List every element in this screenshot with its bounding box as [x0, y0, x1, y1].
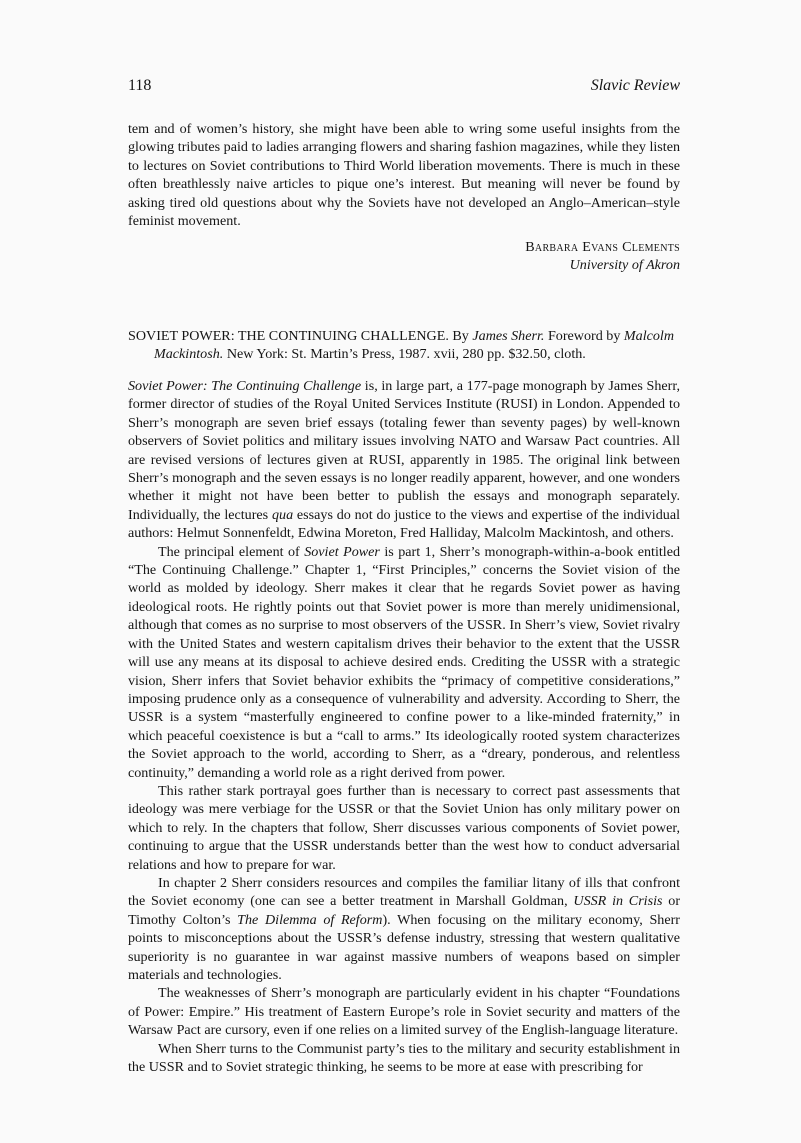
journal-title: Slavic Review — [590, 77, 680, 94]
review-paragraph-5: The weaknesses of Sherr’s monograph are particularly evident in his chapter “Foundations of Power: Empire.” His treatment of Eastern Europe’s role in Soviet security and matters of the Warsaw Pact are cursory, even if one relies on a limited survey of the English-language literature. — [128, 985, 680, 1039]
foreword-author: Malcolm Mackintosh. — [154, 328, 675, 363]
reviewer-affiliation: University of Akron — [569, 257, 680, 274]
page-number: 118 — [128, 77, 152, 94]
review-paragraph-6: When Sherr turns to the Communist party’s ties to the military and security establishment in the USSR and to Soviet strategic thinking, he seems to be more at ease with prescribing for — [128, 1040, 680, 1076]
review-paragraph-2: The principal element of Soviet Power is part 1, Sherr’s monograph-within-a-book entitled “The Continuing Challenge.” Chapter 1, “First Principles,” concerns the Soviet vision of the world as molded by ideology. Sherr makes it clear that he regards Soviet power as having ideological roots. He rightly points out that Soviet power is more than merely unidimensional, although that comes as no surprise to most observers of the USSR. In Sherr’s view, Soviet rivalry with the United States and western capitalism drives their behavior to the extent that the USSR will use any means at its disposal to achieve desired ends. Crediting the USSR with a strategic vision, Sherr infers that Soviet behavior exhibits the “primacy of competitive considerations,” imposing prudence only as a consequence of vulnerability and adversity. According to Sherr, the USSR is a system “masterfully engineered to confine power to a like-minded fraternity,” in which peaceful coexistence is but a “call to arms.” Its ideologically rooted system characterizes the Soviet approach to the world, according to Sherr, as a “dreary, ponderous, and relentless continuity,” demanding a world role as a right derived from power. — [128, 543, 680, 781]
review-body — [128, 377, 680, 1076]
previous-review-ending — [128, 120, 680, 230]
previous-review-paragraph: tem and of women’s history, she might have been able to wring some useful insights from the glowing tributes paid to ladies arranging flowers and sharing fashion magazines, while they listen to lectures on Soviet contributions to Third World liberation movements. There is much in these often breathlessly naive articles to pique one’s interest. But meaning will never be found by asking tired old questions about why the Soviets have not developed an Anglo–American–style feminist movement. — [128, 121, 680, 230]
reviewer-signature — [128, 238, 680, 275]
running-head — [128, 76, 680, 96]
citation-by: By — [452, 328, 469, 344]
citation-foreword-by: Foreword by — [547, 328, 621, 344]
review-paragraph-3: This rather stark portrayal goes further than is necessary to correct past assessments that ideology was mere verbiage for the USSR or that the Soviet Union has only military power on which to rely. In the chapters that follow, Sherr discusses various components of Soviet power, continuing to argue that the USSR understands better than the west how to conduct adversarial relations and how to prepare for war. — [128, 782, 680, 873]
reviewer-name: Barbara Evans Clements — [525, 239, 680, 255]
review-paragraph-4: In chapter 2 Sherr considers resources and compiles the familiar litany of ills that confront the Soviet economy (one can see a better treatment in Marshall Goldman, USSR in Crisis or Timothy Colton’s The Dilemma of Reform). When focusing on the military economy, Sherr points to misconceptions about the USSR’s defense industry, stressing that western qualitative superiority is no guarantee in war against massive numbers of weapons based on simpler materials and technologies. — [128, 874, 681, 983]
book-citation — [128, 327, 680, 364]
book-title: SOVIET POWER: THE CONTINUING CHALLENGE. — [128, 328, 449, 344]
book-author: James Sherr. — [472, 328, 545, 344]
publication-info: New York: St. Martin’s Press, 1987. xvii, 280 pp. $32.50, cloth. — [226, 346, 586, 363]
book-title-reference: Soviet Power: The Continuing Challenge — [128, 378, 362, 394]
review-paragraph-1: Soviet Power: The Continuing Challenge is, in large part, a 177-page monograph by James Sherr, former director of studies of the Royal United Services Institute (RUSI) in London. Appended to Sherr’s monograph are seven brief essays (totaling fewer than seventy pages) by well-known observers of Soviet politics and military issues involving NATO and Warsaw Pact countries. All are revised versions of lectures given at RUSI, apparently in 1985. The original link between Sherr’s monograph and the seven essays is no longer readily apparent, however, and one wonders whether it might not have been better to publish the essays and monograph separately. Individually, the lectures qua essays do not do justice to the views and expertise of the individual authors: Helmut Sonnenfeldt, Edwina Moreton, Fred Halliday, Malcolm Mackintosh, and others. — [128, 378, 680, 542]
